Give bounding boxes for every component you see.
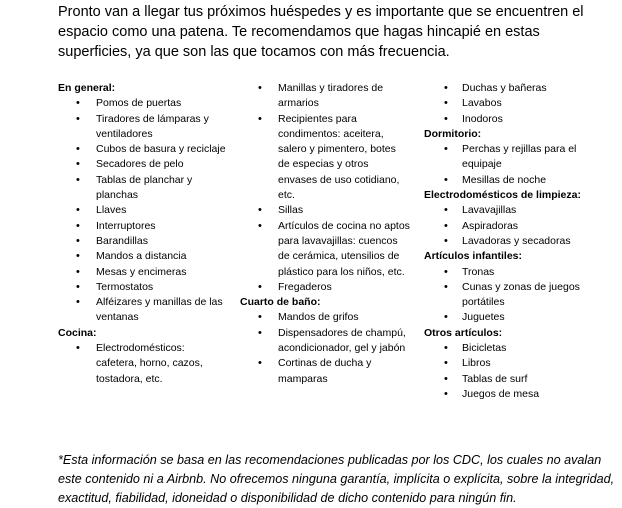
list-item: • Mandos a distancia	[58, 249, 228, 264]
intro-paragraph: Pronto van a llegar tus próximos huéspedes y es importante que se encuentren el espacio como una patena. Te recomendamos que hagas hincapié en estas superficies, ya que son las que tocamos con más frecuencia.	[58, 4, 584, 60]
list-item: • Lavabos	[424, 96, 594, 111]
list-item: • Pomos de puertas	[58, 96, 228, 111]
list-item: • Llaves	[58, 203, 228, 218]
list-item: • Mandos de grifos	[240, 310, 410, 325]
list-item: • Libros	[424, 356, 594, 371]
list-item: • Cortinas de ducha y mamparas	[240, 356, 410, 387]
bathroom-list	[240, 310, 410, 386]
column-1	[58, 81, 228, 387]
bathroom-list-continued	[424, 81, 594, 127]
list-item: • Inodoros	[424, 112, 594, 127]
list-item: • Barandillas	[58, 234, 228, 249]
kitchen-list	[58, 341, 228, 387]
list-item: • Dispensadores de champú, acondicionador, gel y jabón	[240, 326, 410, 357]
list-item: • Lavadoras y secadoras	[424, 234, 594, 249]
list-item: • Manillas y tiradores de armarios	[240, 81, 410, 112]
list-item: • Sillas	[240, 203, 410, 218]
section-heading-appliances: Electrodomésticos de limpieza:	[424, 189, 581, 202]
other-list	[424, 341, 594, 402]
bedroom-list	[424, 142, 594, 188]
disclaimer-footnote: *Esta información se basa en las recomendaciones publicadas por los CDC, los cuales no avalan este contenido ni a Airbnb. No ofrecemos ninguna garantía, implícita o explícita, sobre la integridad, exactitud, fiabilidad, idoneidad o disponibilidad de dicho contenido para ningún fin.	[58, 453, 615, 505]
list-item: • Bicicletas	[424, 341, 594, 356]
kitchen-list-continued	[240, 81, 410, 295]
list-item: • Alféizares y manillas de las ventanas	[58, 295, 228, 326]
list-item: • Cubos de basura y reciclaje	[58, 142, 228, 157]
list-item: • Interruptores	[58, 219, 228, 234]
list-item: • Tiradores de lámparas y ventiladores	[58, 112, 228, 143]
appliances-list	[424, 203, 594, 249]
list-item: • Mesillas de noche	[424, 173, 594, 188]
list-item: • Juguetes	[424, 310, 594, 325]
general-list	[58, 96, 228, 325]
section-heading-general: En general:	[58, 82, 116, 94]
column-3	[424, 81, 594, 402]
list-item: • Duchas y bañeras	[424, 81, 594, 96]
list-item: • Fregaderos	[240, 280, 410, 295]
list-item: • Lavavajillas	[424, 203, 594, 218]
section-heading-kitchen: Cocina:	[58, 326, 97, 339]
list-item: • Mesas y encimeras	[58, 265, 228, 280]
section-heading-kids: Artículos infantiles:	[424, 250, 523, 263]
list-item: • Termostatos	[58, 280, 228, 295]
list-item: • Recipientes para condimentos: aceitera, salero y pimentero, botes de especias y otros envases de uso cotidiano, etc.	[240, 112, 410, 204]
list-item: • Perchas y rejillas para el equipaje	[424, 142, 594, 173]
column-2	[240, 81, 410, 387]
list-item: • Juegos de mesa	[424, 387, 594, 402]
section-heading-other: Otros artículos:	[424, 326, 503, 339]
section-heading-bathroom: Cuarto de baño:	[240, 296, 321, 309]
list-item: • Cunas y zonas de juegos portátiles	[424, 280, 594, 311]
list-item: • Aspiradoras	[424, 219, 594, 234]
list-item: • Electrodomésticos: cafetera, horno, cazos, tostadora, etc.	[58, 341, 228, 387]
list-item: • Artículos de cocina no aptos para lavavajillas: cuencos de cerámica, utensilios de plástico para los niños, etc.	[240, 219, 410, 280]
section-heading-bedroom: Dormitorio:	[424, 127, 482, 140]
list-item: • Tablas de planchar y planchas	[58, 173, 228, 204]
list-item: • Secadores de pelo	[58, 157, 228, 172]
list-item: • Tablas de surf	[424, 372, 594, 387]
list-item: • Tronas	[424, 265, 594, 280]
kids-list	[424, 265, 594, 326]
